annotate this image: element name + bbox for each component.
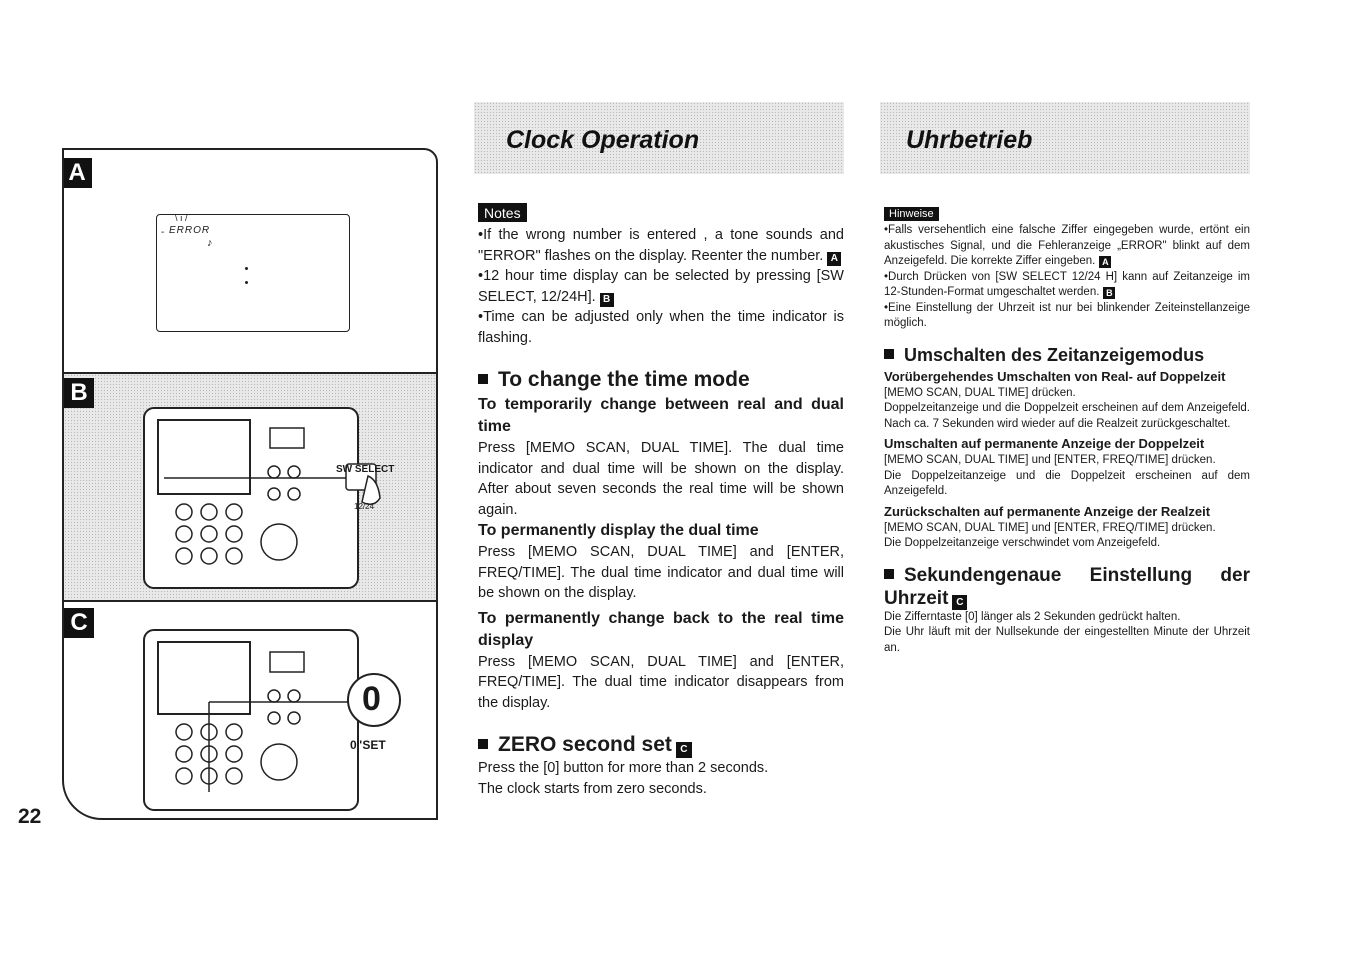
- hinweis-1: •Falls versehentlich eine falsche Ziffer eingegeben wurde, ertönt ein akustisches Signal, und die Fehleranzeige „ERROR" blinkt auf dem Anzeigefeld. Die korrekte Ziffer eingeben. A: [884, 224, 1250, 267]
- figure-c: [64, 600, 436, 820]
- de-sub-heading-3: Zurückschalten auf permanente Anzeige der Realzeit: [884, 503, 1211, 519]
- sw-select-label: SW SELECT: [336, 464, 395, 475]
- de-sub-heading-2: Umschalten auf permanente Anzeige der Doppelzeit: [884, 436, 1205, 451]
- de-section-heading-mode: Umschalten des Zeitanzeigemodus: [884, 344, 1250, 367]
- hinweis-2: •Durch Drücken von [SW SELECT 12/24 H] kann auf Zeitanzeige im 12-Stunden-Format umgeschaltet werden. B: [884, 270, 1250, 298]
- german-title: Uhrbetrieb: [906, 126, 1033, 154]
- zero-set-caption: 0"SET: [350, 738, 386, 752]
- figure-c-label: C: [64, 608, 94, 638]
- de-sub3-text1: [MEMO SCAN, DUAL TIME] und [ENTER, FREQ/TIME] drücken.: [884, 521, 1216, 534]
- zero-key-digit: 0: [362, 680, 381, 718]
- english-column: [478, 203, 844, 799]
- sub-heading-permanent: To permanently display the dual time: [478, 522, 759, 539]
- ref-b-icon: B: [600, 293, 614, 307]
- note-2: •12 hour time display can be selected by pressing [SW SELECT, 12/24H]. B: [478, 268, 844, 305]
- figure-b: [64, 372, 436, 602]
- de-sub1-text1: [MEMO SCAN, DUAL TIME] drücken.: [884, 386, 1076, 399]
- sub-text-back: Press [MEMO SCAN, DUAL TIME] and [ENTER, FREQ/TIME]. The dual time indicator disappears from the display.: [478, 653, 844, 711]
- radio-drawing-c: [124, 616, 434, 816]
- colon-dot-top: [245, 267, 248, 270]
- sub-text-permanent: Press [MEMO SCAN, DUAL TIME] and [ENTER, FREQ/TIME]. The dual time indicator and dual time will be shown on the display.: [478, 544, 844, 601]
- hinweis-3: •Eine Einstellung der Uhrzeit ist nur bei blinkender Zeiteinstellanzeige möglich.: [884, 301, 1250, 329]
- de-zero-text-2: Die Uhr läuft mit der Nullsekunde der eingestellten Minute der Uhrzeit an.: [884, 626, 1250, 654]
- page-number: 22: [18, 805, 42, 828]
- note-3: •Time can be adjusted only when the time indicator is flashing.: [478, 309, 844, 346]
- hinweise-badge: Hinweise: [884, 207, 939, 221]
- sub-heading-temporary: To temporarily change between real and dual time: [478, 396, 844, 435]
- figure-b-label: B: [64, 378, 94, 408]
- flash-mark-icon: -: [161, 227, 165, 238]
- figure-a-label: A: [62, 158, 92, 188]
- section-heading-time-mode: To change the time mode: [478, 368, 844, 392]
- de-sub2-text2: Die Doppelzeitanzeige und die Doppelzeit erscheinen auf dem Anzeigefeld.: [884, 469, 1250, 497]
- figure-a: [64, 150, 436, 372]
- tone-icon: ♪: [207, 237, 213, 249]
- de-sub1-text2: Doppelzeitanzeige und die Doppelzeit erscheinen auf dem Anzeigefeld. Nach ca. 7 Sekunden wird wieder auf die Realzeit zurückgeschaltet.: [884, 402, 1250, 430]
- german-column: [884, 204, 1250, 656]
- note-1: •If the wrong number is entered , a tone sounds and "ERROR" flashes on the display. Reenter the number. A: [478, 227, 844, 264]
- ref-b-de-icon: B: [1103, 287, 1115, 299]
- sub-heading-back: To permanently change back to the real time display: [478, 609, 844, 649]
- flash-rays-icon: \ ı /: [175, 213, 188, 223]
- de-sub3-text2: Die Doppelzeitanzeige verschwindet vom Anzeigefeld.: [884, 537, 1161, 549]
- figure-panel: [62, 148, 438, 820]
- de-sub-heading-1: Vorübergehendes Umschalten von Real- auf Doppelzeit: [884, 368, 1226, 384]
- radio-drawing-b: [124, 392, 424, 602]
- sw-select-sub: 12/24: [354, 502, 375, 511]
- english-banner: [474, 102, 844, 174]
- ref-c-de-icon: C: [952, 595, 967, 610]
- colon-dot-bottom: [245, 281, 248, 284]
- ref-a-de-icon: A: [1099, 256, 1111, 268]
- german-banner: [880, 102, 1250, 174]
- section-heading-zero: ZERO second set C: [478, 733, 844, 758]
- de-section-heading-zero: Sekundengenaue Einstellung der Uhrzeit C: [884, 564, 1250, 609]
- ref-c-icon: C: [676, 742, 692, 758]
- zero-text-2: The clock starts from zero seconds.: [478, 780, 707, 797]
- de-zero-text-1: Die Zifferntaste [0] länger als 2 Sekunden gedrückt halten.: [884, 610, 1181, 623]
- english-title: Clock Operation: [506, 126, 700, 154]
- zero-text-1: Press the [0] button for more than 2 seconds.: [478, 760, 769, 776]
- lcd-display: [156, 214, 350, 332]
- sub-text-temporary: Press [MEMO SCAN, DUAL TIME]. The dual time indicator and dual time will be shown on the display. After about seven seconds the real time will be shown again.: [478, 440, 844, 518]
- de-sub2-text1: [MEMO SCAN, DUAL TIME] und [ENTER, FREQ/TIME] drücken.: [884, 454, 1216, 466]
- notes-badge: Notes: [478, 203, 527, 222]
- ref-a-icon: A: [827, 252, 841, 266]
- error-text: ERROR: [169, 225, 211, 236]
